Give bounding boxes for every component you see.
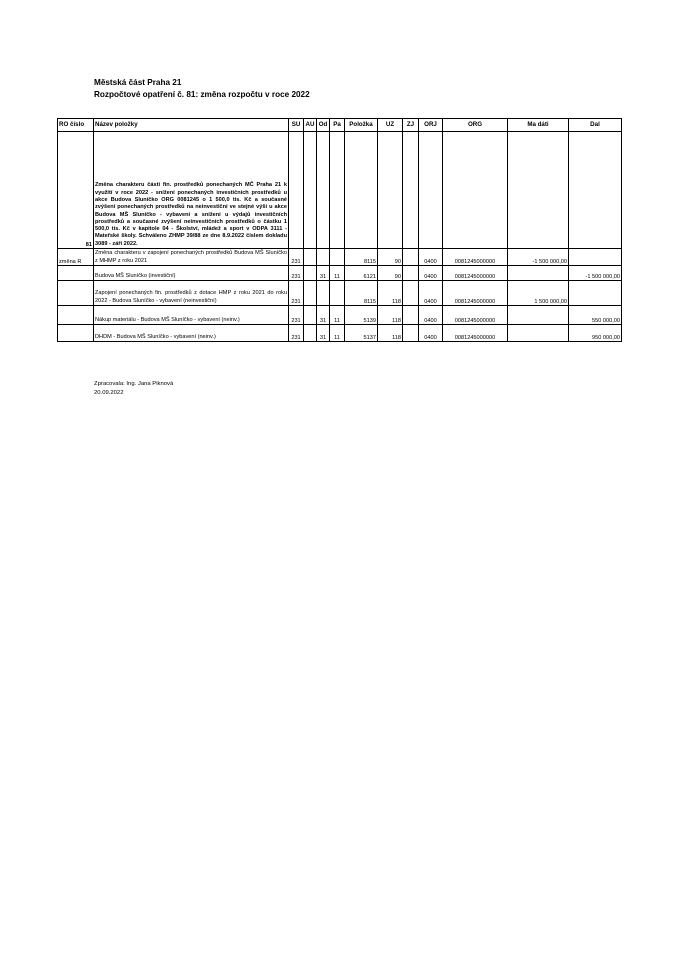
cell-ma-dati — [508, 132, 569, 249]
table-header-row — [58, 119, 622, 132]
cell-ma-dati — [508, 266, 569, 281]
cell-orj — [419, 132, 443, 249]
cell-ro — [58, 281, 94, 306]
table-row — [58, 306, 622, 325]
col-header-orj: ORJ — [419, 119, 443, 132]
cell-polozka: 5139 — [345, 306, 378, 325]
cell-dal: 950 000,00 — [569, 325, 622, 342]
col-header-name: Název položky — [94, 119, 289, 132]
budget-table — [57, 118, 622, 342]
cell-uz: 90 — [378, 266, 403, 281]
prepared-by: Zpracovala: Ing. Jana Piknová — [94, 381, 174, 387]
cell-pa: 11 — [330, 325, 345, 342]
cell-au — [304, 249, 317, 266]
cell-pa — [330, 281, 345, 306]
cell-ro: 81 — [58, 132, 94, 249]
col-header-dal: Dal — [569, 119, 622, 132]
cell-pa — [330, 249, 345, 266]
cell-uz: 90 — [378, 249, 403, 266]
cell-od — [317, 249, 330, 266]
cell-polozka: 8115 — [345, 281, 378, 306]
cell-ro — [58, 325, 94, 342]
col-header-su: SU — [289, 119, 304, 132]
cell-pa: 11 — [330, 266, 345, 281]
cell-polozka: 5137 — [345, 325, 378, 342]
cell-ma-dati — [508, 306, 569, 325]
col-header-zj: ZJ — [403, 119, 419, 132]
cell-au — [304, 132, 317, 249]
col-header-polozka: Položka — [345, 119, 378, 132]
cell-zj — [403, 325, 419, 342]
col-header-ro: RO číslo — [58, 119, 94, 132]
cell-zj — [403, 132, 419, 249]
cell-org: 0081245000000 — [443, 249, 508, 266]
cell-name: Změna charakteru části fin. prostředků ponechaných MČ Praha 21 k využití v roce 2022 - snížení ponechaných investičních prostředků u akce Budova Sluníčko ORG 0081245 o 1 500,0 tis. Kč a současné zvýšení ponechaných prostředků na neinvestiční ve stejné výši u akce Budova MŠ Sluníčko - vybavení a snížení u výdajů investičních prostředků a současné zvýšení neinvestičních prostředků o částku 1 500,0 tis. Kč v kapitole 04 - Školství, mládež a sport v ODPA 3111 - Mateřské školy. Schváleno ZHMP 39/88 ze dne 8.9.2022 číslem dokladu 3089 - září 2022. — [94, 132, 289, 249]
cell-orj: 0400 — [419, 325, 443, 342]
document-header — [94, 77, 310, 100]
cell-su — [289, 132, 304, 249]
col-header-od: Od — [317, 119, 330, 132]
cell-su: 231 — [289, 325, 304, 342]
cell-au — [304, 306, 317, 325]
cell-ro — [58, 306, 94, 325]
cell-dal: -1 500 000,00 — [569, 266, 622, 281]
cell-od: 31 — [317, 306, 330, 325]
col-header-uz: UZ — [378, 119, 403, 132]
cell-uz: 118 — [378, 306, 403, 325]
cell-dal — [569, 132, 622, 249]
cell-ro: změna R — [58, 249, 94, 266]
cell-zj — [403, 266, 419, 281]
cell-au — [304, 281, 317, 306]
cell-od: 31 — [317, 266, 330, 281]
cell-uz — [378, 132, 403, 249]
cell-polozka: 8115 — [345, 249, 378, 266]
cell-name: Budova MŠ Sluníčko (investiční) — [94, 266, 289, 281]
cell-org — [443, 132, 508, 249]
document-footer — [94, 380, 173, 398]
budget-measure-title: Rozpočtové opatření č. 81: změna rozpočtu v roce 2022 — [94, 89, 310, 99]
cell-od: 31 — [317, 325, 330, 342]
cell-orj: 0400 — [419, 249, 443, 266]
cell-orj: 0400 — [419, 281, 443, 306]
col-header-au: AU — [304, 119, 317, 132]
cell-dal: 550 000,00 — [569, 306, 622, 325]
cell-au — [304, 266, 317, 281]
cell-polozka: 6121 — [345, 266, 378, 281]
cell-pa: 11 — [330, 306, 345, 325]
cell-su: 231 — [289, 249, 304, 266]
cell-su: 231 — [289, 306, 304, 325]
municipality-title: Městská část Praha 21 — [94, 78, 182, 87]
cell-polozka — [345, 132, 378, 249]
col-header-org: ORG — [443, 119, 508, 132]
cell-ma-dati — [508, 325, 569, 342]
prepared-date: 20.09.2022 — [94, 390, 124, 396]
cell-org: 0081245000000 — [443, 266, 508, 281]
cell-org: 0081245000000 — [443, 306, 508, 325]
cell-name: Zapojení ponechaných fin. prostředků z dotace HMP z roku 2021 do roku 2022 - Budova Sluníčko - vybavení (neinvestiční) — [94, 281, 289, 306]
cell-su: 231 — [289, 281, 304, 306]
cell-ro — [58, 266, 94, 281]
col-header-pa: Pa — [330, 119, 345, 132]
cell-ma-dati: 1 500 000,00 — [508, 281, 569, 306]
cell-od — [317, 281, 330, 306]
table-row — [58, 266, 622, 281]
table-row — [58, 325, 622, 342]
cell-au — [304, 325, 317, 342]
col-header-ma-dati: Ma dáti — [508, 119, 569, 132]
cell-name: DHDM - Budova MŠ Sluníčko - vybavení (neinv.) — [94, 325, 289, 342]
cell-dal — [569, 249, 622, 266]
cell-zj — [403, 306, 419, 325]
table-row — [58, 249, 622, 266]
cell-su: 231 — [289, 266, 304, 281]
cell-uz: 118 — [378, 325, 403, 342]
cell-pa — [330, 132, 345, 249]
table-row — [58, 281, 622, 306]
table-row — [58, 132, 622, 249]
cell-ma-dati: -1 500 000,00 — [508, 249, 569, 266]
cell-orj: 0400 — [419, 306, 443, 325]
cell-uz: 118 — [378, 281, 403, 306]
cell-od — [317, 132, 330, 249]
cell-zj — [403, 281, 419, 306]
cell-zj — [403, 249, 419, 266]
cell-name: Nákup materiálu - Budova MŠ Sluníčko - vybavení (neinv.) — [94, 306, 289, 325]
cell-org: 0081245000000 — [443, 325, 508, 342]
cell-orj: 0400 — [419, 266, 443, 281]
cell-dal — [569, 281, 622, 306]
cell-org: 0081245000000 — [443, 281, 508, 306]
cell-name: Změna charakteru v zapojení ponechaných prostředků Budova MŠ Sluníčko z MHMP z roku 2021 — [95, 250, 287, 264]
